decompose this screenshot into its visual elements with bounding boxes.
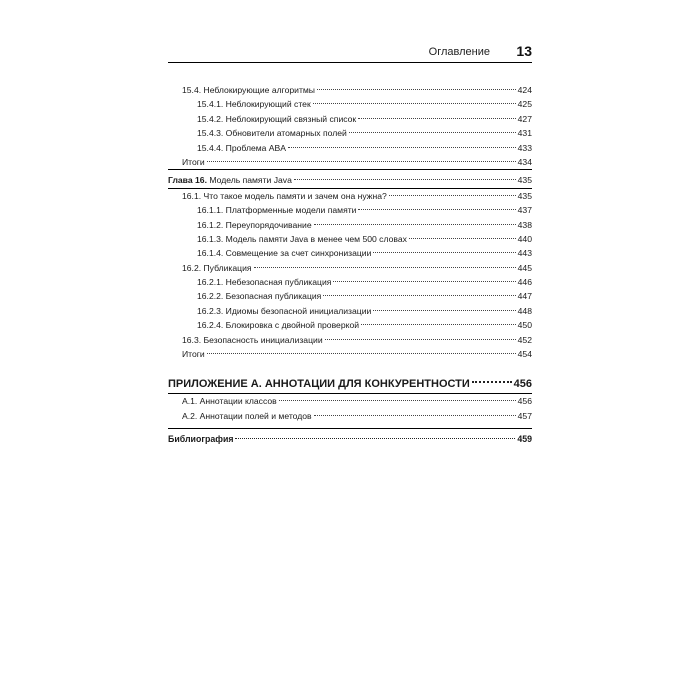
toc-entry-label: 16.1.2. Переупорядочивание (197, 219, 312, 230)
toc-entry-label: Итоги (182, 156, 205, 167)
toc-entry-label: 16.2. Публикация (182, 262, 252, 273)
toc-entry (168, 218, 532, 232)
leader-dots (349, 132, 516, 133)
toc-entry (168, 275, 532, 289)
toc-entry (168, 304, 532, 318)
toc-entry-page: 459 (517, 434, 532, 445)
leader-dots (323, 295, 515, 296)
running-header (168, 44, 532, 63)
leader-dots (314, 224, 516, 225)
leader-dots (358, 209, 515, 210)
leader-dots (317, 89, 516, 90)
toc-entry-page: 445 (517, 262, 532, 273)
leader-dots (294, 179, 516, 180)
leader-dots (235, 438, 515, 439)
toc-entry-page: 448 (517, 305, 532, 316)
leader-dots (325, 339, 516, 340)
toc-entry-page: 435 (517, 175, 532, 186)
toc-entry (168, 83, 532, 97)
toc-entry-label: 16.1.3. Модель памяти Java в менее чем 500 словах (197, 233, 407, 244)
toc-entry (168, 289, 532, 303)
toc-entry-label: 16.2.1. Небезопасная публикация (197, 277, 332, 288)
toc-entry-page: 454 (517, 349, 532, 360)
toc-entry-page: 443 (517, 248, 532, 259)
leader-dots (373, 310, 515, 311)
toc-entry-label: А.2. Аннотации полей и методов (182, 410, 312, 421)
leader-dots (333, 281, 515, 282)
toc-entry-page: 457 (517, 410, 532, 421)
toc-entry-page: 438 (517, 219, 532, 230)
toc-entry (168, 393, 532, 408)
toc-entry-page: 425 (517, 99, 532, 110)
toc-entry (168, 155, 532, 169)
leader-dots (207, 161, 516, 162)
toc-entry (168, 203, 532, 217)
leader-dots (279, 400, 516, 401)
toc-entry-label: 15.4.1. Неблокирующий стек (197, 99, 311, 110)
leader-dots (207, 353, 516, 354)
leader-dots (389, 195, 516, 196)
toc-entry (168, 112, 532, 126)
toc-entry-page: 456 (517, 396, 532, 407)
toc-entry (168, 97, 532, 111)
toc-entry (168, 261, 532, 275)
spacer (168, 423, 532, 426)
toc-entry-label: 16.2.2. Безопасная публикация (197, 291, 322, 302)
leader-dots (358, 118, 515, 119)
leader-dots (314, 415, 516, 416)
toc-entry (168, 409, 532, 423)
toc-entry (168, 232, 532, 246)
table-of-contents (168, 83, 532, 447)
chapter-title: Модель памяти Java (206, 175, 292, 186)
toc-appendix-label: ПРИЛОЖЕНИЕ А. АННОТАЦИИ ДЛЯ КОНКУРЕНТНОСТИ (168, 378, 470, 391)
toc-entry-page: 452 (517, 334, 532, 345)
toc-chapter-entry (168, 173, 532, 187)
leader-dots (313, 103, 516, 104)
toc-entry-page: 435 (517, 190, 532, 201)
toc-entry-page: 437 (517, 205, 532, 216)
toc-entry-label: 15.4.4. Проблема ABA (197, 142, 287, 153)
toc-chapter-label (168, 173, 292, 187)
header-title: Оглавление (428, 46, 490, 58)
toc-entry-label: Итоги (182, 349, 205, 360)
toc-entry-label: 15.4.2. Неблокирующий связный список (197, 113, 357, 124)
toc-entry-label: 16.1.4. Совмещение за счет синхронизации (197, 248, 372, 259)
toc-entry-label: 16.2.4. Блокировка с двойной проверкой (197, 320, 360, 331)
toc-entry-page: 424 (517, 85, 532, 95)
leader-dots (409, 238, 516, 239)
toc-entry-label: 16.3. Безопасность инициализации (182, 334, 323, 345)
toc-entry-page: 433 (517, 142, 532, 153)
toc-entry-page: 446 (517, 277, 532, 288)
leader-dots (373, 252, 515, 253)
toc-appendix-entry (168, 375, 532, 393)
leader-dots (254, 267, 516, 268)
toc-entry-label: 16.1. Что такое модель памяти и зачем она нужна? (182, 190, 387, 201)
toc-entry (168, 126, 532, 140)
toc-entry-page: 456 (513, 378, 532, 391)
toc-bibliography-entry (168, 428, 532, 446)
toc-entry-page: 431 (517, 128, 532, 139)
toc-entry-page: 447 (517, 291, 532, 302)
chapter-number: Глава 16. (168, 175, 207, 186)
toc-entry-label: 16.2.3. Идиомы безопасной инициализации (197, 305, 372, 316)
toc-entry-label: 15.4.3. Обновители атомарных полей (197, 128, 347, 139)
toc-bibliography-label: Библиография (168, 434, 234, 445)
leader-dots (288, 147, 516, 148)
toc-entry-page: 450 (517, 320, 532, 331)
toc-entry-label: 16.1.1. Платформенные модели памяти (197, 205, 357, 216)
toc-entry-label: А.1. Аннотации классов (182, 396, 277, 407)
toc-entry (168, 188, 532, 203)
toc-entry-page: 427 (517, 113, 532, 124)
toc-entry-label: 15.4. Неблокирующие алгоритмы (182, 85, 315, 95)
toc-entry (168, 318, 532, 332)
leader-dots (472, 381, 512, 383)
toc-entry (168, 246, 532, 260)
toc-entry-page: 434 (517, 156, 532, 167)
toc-entry (168, 347, 532, 361)
toc-entry-page: 440 (517, 233, 532, 244)
leader-dots (361, 324, 516, 325)
toc-entry (168, 333, 532, 347)
toc-entry (168, 141, 532, 155)
header-page-number: 13 (516, 43, 532, 59)
